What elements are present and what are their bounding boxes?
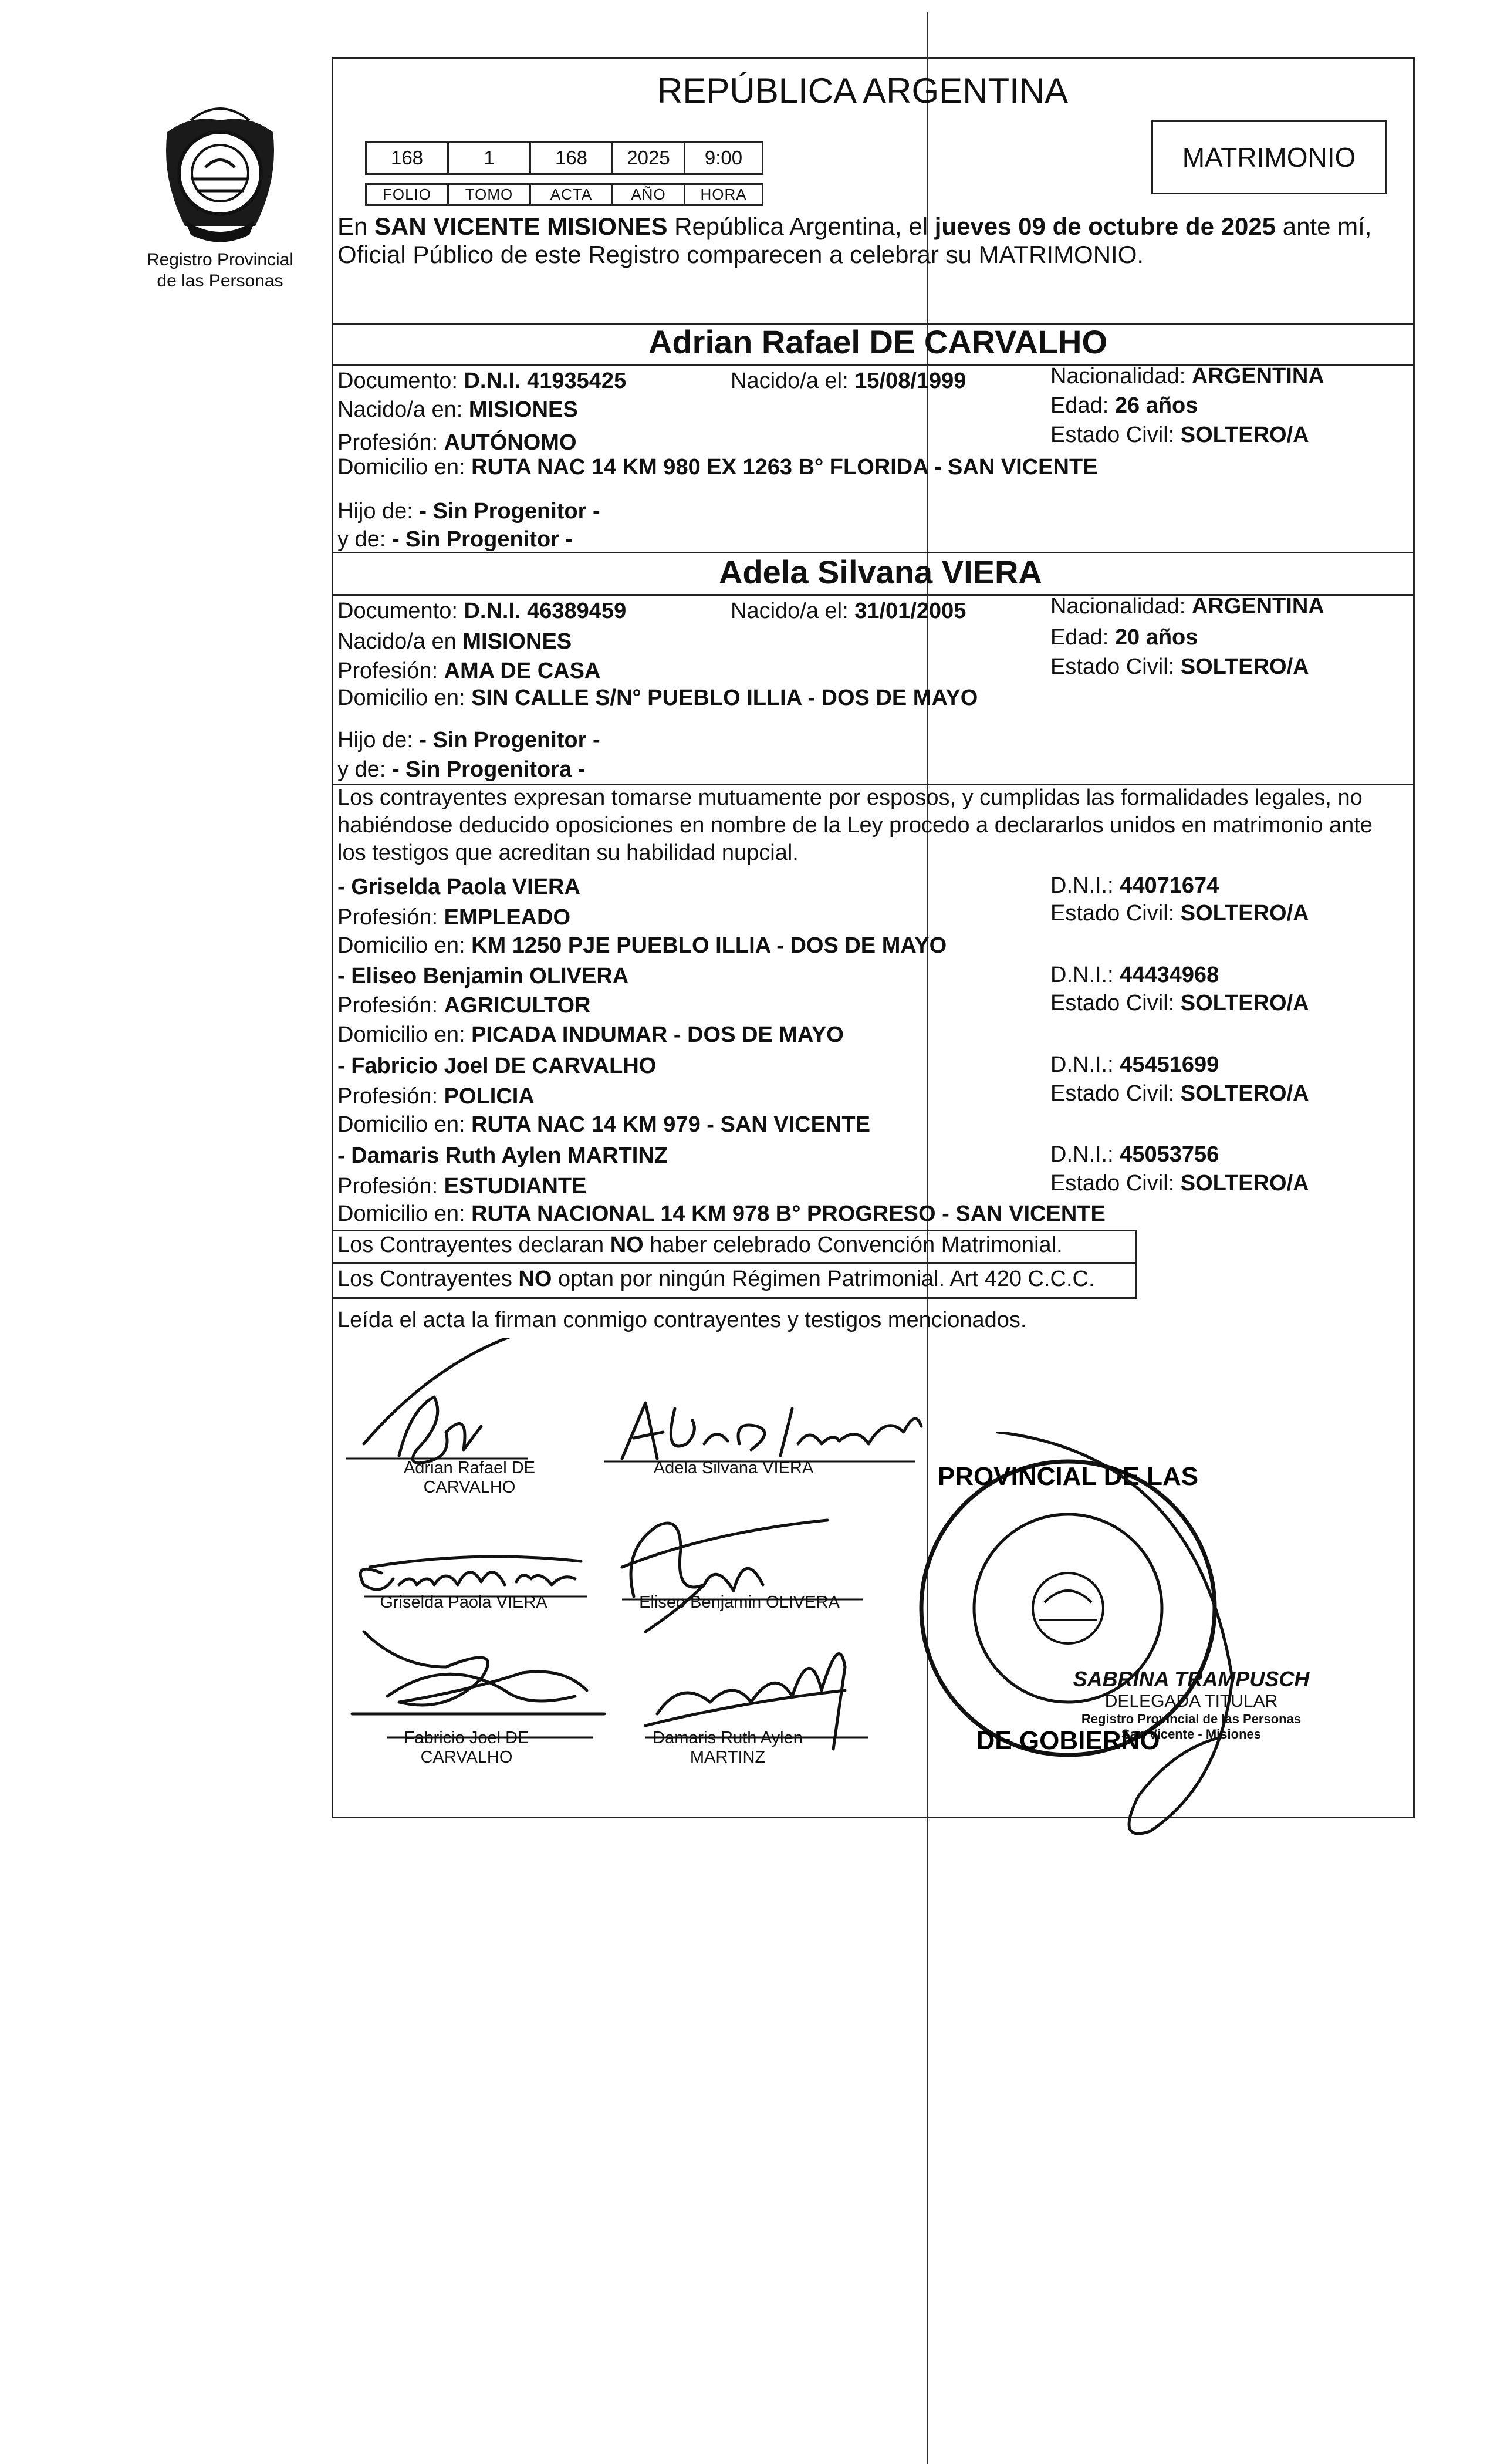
official-office: Registro Provincial de las Personas [1081, 1712, 1302, 1726]
intro-prefix: En [337, 212, 375, 240]
witness-dni: D.N.I.: 45053756 [1050, 1142, 1219, 1167]
registry-logo [150, 97, 290, 255]
official-stamp [1056, 1667, 1326, 1742]
spouse2-profession: Profesión: AMA DE CASA [337, 659, 601, 683]
page-title: REPÚBLICA ARGENTINA [657, 71, 1069, 110]
record-label-acta: ACTA [529, 183, 613, 206]
record-label-anio: AÑO [611, 183, 685, 206]
official-name: SABRINA TRAMPUSCH [1073, 1667, 1310, 1691]
declaration-line-3: los testigos que acreditan su habilidad nupcial. [337, 841, 799, 865]
signature-griselda-icon [360, 1557, 587, 1596]
witness-address: Domicilio en: PICADA INDUMAR - DOS DE MAYO [337, 1022, 844, 1047]
spouse1-born: Nacido/a el: 15/08/1999 [731, 369, 966, 393]
signature-label-griselda: Griselda Paola VIERA [380, 1593, 547, 1612]
witness-civil-status: Estado Civil: SOLTERO/A [1050, 1171, 1309, 1196]
svg-text:DE GOBIERNO: DE GOBIERNO [976, 1726, 1160, 1755]
witness-dni: D.N.I.: 44434968 [1050, 963, 1219, 987]
record-value-hora: 9:00 [684, 141, 763, 175]
intro-suffix: ante mí, [1276, 212, 1372, 240]
signature-fabricio-icon [352, 1632, 604, 1737]
misiones-coat-of-arms-icon [150, 97, 290, 255]
registry-name-line1: Registro Provincial [146, 250, 294, 269]
official-role: DELEGADA TITULAR [1104, 1692, 1278, 1711]
signature-label-adela: Adela Silvana VIERA [653, 1459, 814, 1477]
spouse2-civil-status: Estado Civil: SOLTERO/A [1050, 654, 1309, 679]
witness-name: - Eliseo Benjamin OLIVERA [337, 964, 629, 988]
spouse1-profession: Profesión: AUTÓNOMO [337, 430, 577, 455]
spouse2-name: Adela Silvana VIERA [719, 553, 1042, 590]
official-seal [845, 1432, 1373, 1855]
signature-label-eliseo: Eliseo Benjamin OLIVERA [639, 1593, 840, 1612]
doc-type-label: MATRIMONIO [1182, 142, 1356, 173]
spouse1-nationality: Nacionalidad: ARGENTINA [1050, 364, 1324, 389]
witness-profession: Profesión: EMPLEADO [337, 905, 571, 930]
witness-address: Domicilio en: KM 1250 PJE PUEBLO ILLIA - DOS DE MAYO [337, 933, 947, 958]
signature-label-fabricio: Fabricio Joel DE CARVALHO [404, 1729, 529, 1767]
spouse2-parent1: Hijo de: - Sin Progenitor - [337, 728, 600, 752]
witness-civil-status: Estado Civil: SOLTERO/A [1050, 901, 1309, 926]
witness-dni: D.N.I.: 44071674 [1050, 873, 1219, 898]
record-value-acta: 168 [529, 141, 613, 175]
signature-eliseo-icon [622, 1520, 863, 1632]
witness-name: - Griselda Paola VIERA [337, 875, 580, 899]
divider-closing [333, 1297, 1137, 1299]
intro-date: jueves 09 de octubre de 2025 [934, 212, 1276, 240]
signature-adrian-icon [346, 1338, 528, 1463]
declaration-line-1: Los contrayentes expresan tomarse mutuamente por esposos, y cumplidas las formalidades legales, no [337, 785, 1363, 810]
spouse2-born: Nacido/a el: 31/01/2005 [731, 599, 966, 623]
witness-profession: Profesión: ESTUDIANTE [337, 1174, 587, 1199]
spouse1-name: Adrian Rafael DE CARVALHO [648, 323, 1108, 360]
closing-text: Leída el acta la firman conmigo contrayentes y testigos mencionados. [337, 1308, 1027, 1332]
spouse2-address: Domicilio en: SIN CALLE S/N° PUEBLO ILLIA - DOS DE MAYO [337, 686, 978, 710]
spouse1-birthplace: Nacido/a en: MISIONES [337, 397, 578, 422]
doc-type-box [1151, 120, 1387, 194]
intro-line-2: Oficial Público de este Registro comparecen a celebrar su MATRIMONIO. [337, 241, 1144, 268]
registry-name-line2: de las Personas [157, 271, 283, 291]
spouse2-birthplace: Nacido/a en MISIONES [337, 629, 572, 654]
record-value-tomo: 1 [447, 141, 531, 175]
declaration-line-2: habiéndose deducido oposiciones en nombre de la Ley procedo a declararlos unidos en matrimonio ante [337, 813, 1373, 838]
witness-dni: D.N.I.: 45451699 [1050, 1052, 1219, 1077]
spouse2-age: Edad: 20 años [1050, 625, 1198, 650]
spouse1-civil-status: Estado Civil: SOLTERO/A [1050, 423, 1309, 447]
spouse1-age: Edad: 26 años [1050, 393, 1198, 418]
witness-civil-status: Estado Civil: SOLTERO/A [1050, 1081, 1309, 1106]
spouse1-parent1: Hijo de: - Sin Progenitor - [337, 499, 600, 524]
official-place: San Vicente - Misiones [1121, 1727, 1261, 1741]
witness-name: - Damaris Ruth Aylen MARTINZ [337, 1143, 668, 1168]
official-signature-icon [998, 1432, 1232, 1834]
regime-line-1: Los Contrayentes declaran NO haber celebrado Convención Matrimonial. [337, 1233, 1063, 1257]
witness-profession: Profesión: AGRICULTOR [337, 993, 591, 1018]
divider-regime-right [1135, 1230, 1137, 1299]
spouse1-document: Documento: D.N.I. 41935425 [337, 369, 627, 393]
regime-line-2: Los Contrayentes NO optan por ningún Régimen Patrimonial. Art 420 C.C.C. [337, 1267, 1095, 1291]
registry-name [120, 249, 320, 292]
signature-label-damaris: Damaris Ruth Aylen MARTINZ [653, 1729, 803, 1767]
record-label-tomo: TOMO [447, 183, 531, 206]
signature-label-adrian: Adrian Rafael DE CARVALHO [403, 1459, 536, 1497]
record-label-folio: FOLIO [365, 183, 449, 206]
divider-regime [333, 1230, 1137, 1231]
intro-line-1 [337, 212, 1371, 241]
record-value-anio: 2025 [611, 141, 685, 175]
spouse1-address: Domicilio en: RUTA NAC 14 KM 980 EX 1263 B° FLORIDA - SAN VICENTE [337, 455, 1098, 480]
spouse2-nationality: Nacionalidad: ARGENTINA [1050, 594, 1324, 619]
spouse1-parent2: y de: - Sin Progenitor - [337, 527, 573, 552]
record-label-hora: HORA [684, 183, 763, 206]
svg-text:PROVINCIAL DE LAS: PROVINCIAL DE LAS [937, 1462, 1199, 1491]
divider-regime-mid [333, 1262, 1137, 1264]
witness-profession: Profesión: POLICIA [337, 1084, 535, 1109]
witness-address: Domicilio en: RUTA NAC 14 KM 979 - SAN VICENTE [337, 1112, 870, 1137]
intro-place: SAN VICENTE MISIONES [374, 212, 668, 240]
spouse2-document: Documento: D.N.I. 46389459 [337, 599, 627, 623]
record-value-folio: 168 [365, 141, 449, 175]
witness-address: Domicilio en: RUTA NACIONAL 14 KM 978 B° PROGRESO - SAN VICENTE [337, 1201, 1106, 1226]
witness-name: - Fabricio Joel DE CARVALHO [337, 1054, 657, 1078]
spouse2-parent2: y de: - Sin Progenitora - [337, 757, 586, 782]
witness-civil-status: Estado Civil: SOLTERO/A [1050, 991, 1309, 1015]
intro-country: República Argentina, el [667, 212, 935, 240]
